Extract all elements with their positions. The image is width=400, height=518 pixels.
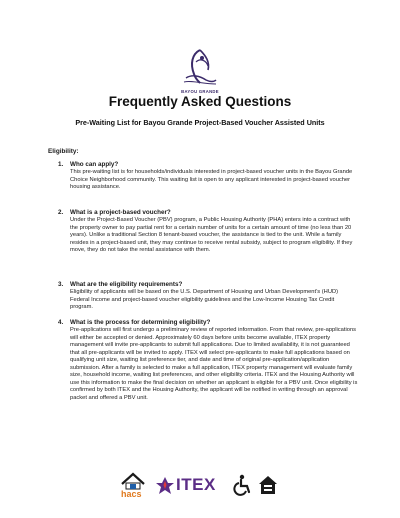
- section-heading: Eligibility:: [48, 148, 79, 155]
- footer-logos: [0, 470, 400, 500]
- faq-answer: This pre-waiting list is for households/individuals interested in project-based voucher units in the Bayou Grande Choice Neighborhood community. This waiting list is open to any applicant interested in project-based voucher housing assistance.: [70, 169, 353, 191]
- faq-number: 1.: [58, 161, 64, 168]
- page-subtitle: Pre-Waiting List for Bayou Grande Project-Based Voucher Assisted Units: [75, 118, 325, 127]
- equal-housing-opportunity-icon: [258, 474, 278, 496]
- faq-question-text: Who can apply?: [70, 161, 119, 168]
- faq-question: [58, 319, 358, 327]
- faq-answer: Pre-applications will first undergo a preliminary review of reported information. From that review, pre-applications will either be accepted or denied. Approximately 60 days before units become available, ITEX property management will invite pre-applicants to submit full applications. Due to limited availability, it is not guaranteed that all pre-applicants will be invited to apply. ITEX will select pre-applicants to make full applications based on qualifying unit size, waiting list preference tier, and date and time of original pre-application/application submission. After a family is selected to make a full application, ITEX property management will evaluate family size, household income, waiting list preferences, and other eligibility criteria. ITEX and the Housing Authority will use this information to make the final decision on whether an applicant is eligible for a PBV unit. Once eligibility is confirmed by both ITEX and the Housing Authority, the applicant will be notified in writing through an approval packet and offered a PBV unit.: [70, 327, 358, 401]
- logo-wordmark: BAYOU GRANDE: [181, 89, 219, 94]
- faq-number: 2.: [58, 209, 64, 216]
- faq-answer: Eligibility of applicants will be based on the U.S. Department of Housing and Urban Development’s (HUD) Federal Income and project-based voucher eligibility guidelines and the Low-Income Housing Tax Credit program.: [70, 289, 339, 311]
- bayou-grande-logo-icon: [180, 48, 220, 90]
- faq-question-text: What are the eligibility requirements?: [70, 281, 183, 288]
- faq-item: [58, 209, 358, 255]
- faq-question: [58, 209, 358, 217]
- faq-question: [58, 281, 358, 289]
- itex-symbol-icon: [154, 475, 176, 497]
- faq-answer: Under the Project-Based Voucher (PBV) program, a Public Housing Authority (PHA) enters into a contract with the property owner to pay partial rent for a certain number of units for a certain amount of time (no less than 20 years). Unlike a traditional Section 8 tenant-based voucher, the assistance is tied to the unit. While a family resides in a project-based unit, they may continue to receive rental subsidy, subject to program eligibility. If they move, they do not take the rental assistance with them.: [70, 217, 353, 254]
- faq-number: 4.: [58, 319, 64, 326]
- faq-item: [58, 281, 358, 312]
- faq-item: [58, 161, 358, 192]
- faq-question-text: What is the process for determining eligibility?: [70, 319, 211, 326]
- wheelchair-accessible-icon: [233, 474, 253, 496]
- itex-wordmark: ITEX: [176, 475, 216, 494]
- faq-number: 3.: [58, 281, 64, 288]
- faq-question: [58, 161, 358, 169]
- faq-item: [58, 319, 358, 402]
- faq-question-text: What is a project-based voucher?: [70, 209, 171, 216]
- hacs-wordmark: hacs: [121, 489, 142, 499]
- page-title: Frequently Asked Questions: [108, 94, 292, 109]
